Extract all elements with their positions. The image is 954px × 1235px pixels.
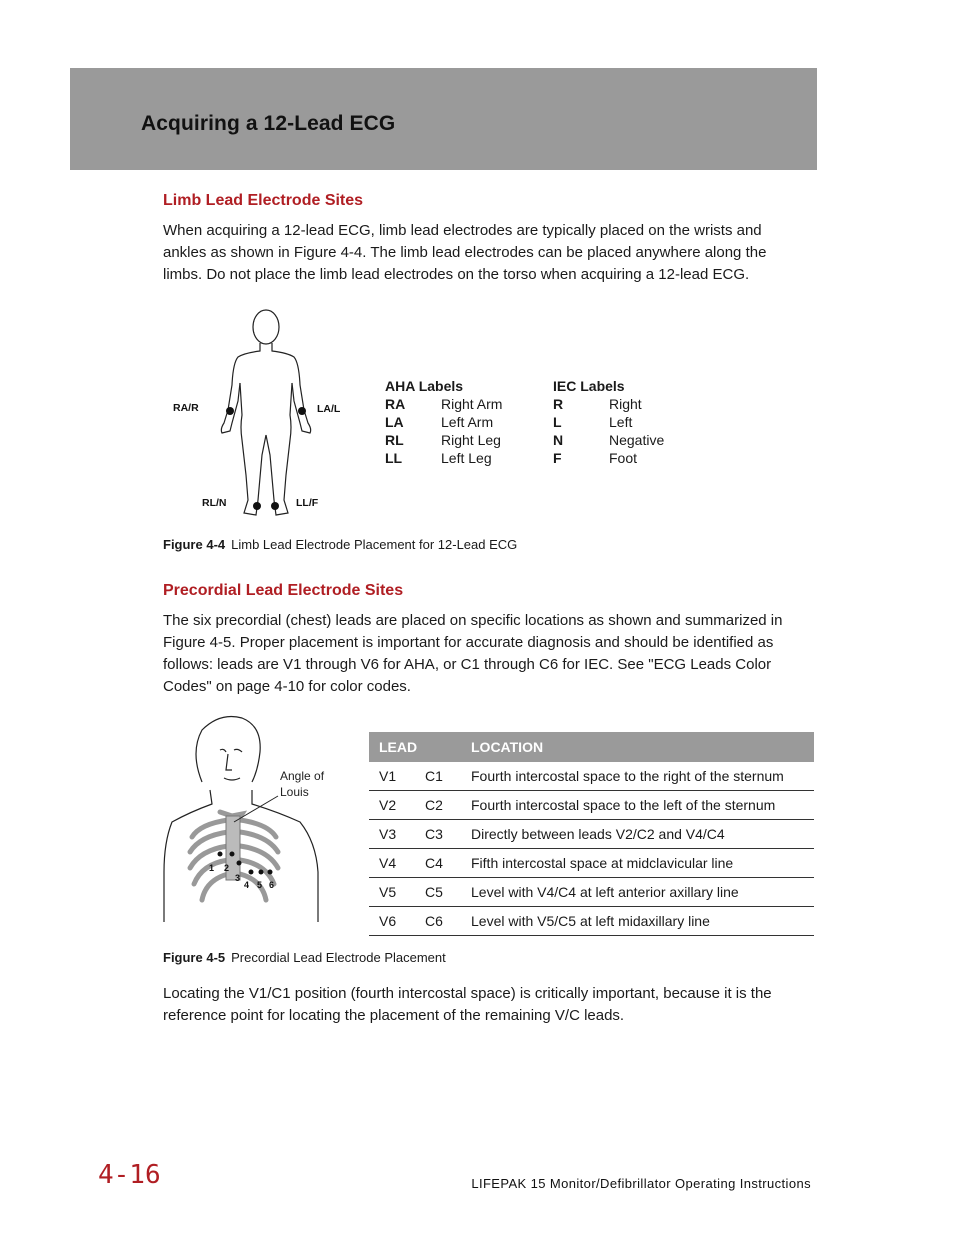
table-row: V6 C6 Level with V5/C5 at left midaxillary line <box>369 907 814 936</box>
chest-number-2: 2 <box>224 863 230 873</box>
electrode-ra <box>226 407 234 415</box>
label-rl: RL/N <box>202 497 227 509</box>
chest-number-4: 4 <box>244 880 250 890</box>
chest-electrode-5 <box>259 870 264 875</box>
iec-labels <box>553 377 664 467</box>
chest-number-6: 6 <box>269 880 275 890</box>
table-row: V5 C5 Level with V4/C4 at left anterior axillary line <box>369 878 814 907</box>
aha-row: RL Right Leg <box>385 432 501 448</box>
chest-electrode-3 <box>237 861 242 866</box>
electrode-rl <box>253 502 261 510</box>
figure-4-4-caption <box>163 537 517 552</box>
document-title: LIFEPAK 15 Monitor/Defibrillator Operating Instructions <box>471 1176 811 1191</box>
figure-4-5-number: Figure 4-5 <box>163 950 226 965</box>
limb-heading: Limb Lead Electrode Sites <box>163 192 364 209</box>
table-header-row <box>369 732 814 762</box>
chest-electrode-1 <box>218 852 223 857</box>
table-row: V4 C4 Fifth intercostal space at midclavicular line <box>369 849 814 878</box>
electrode-ll <box>271 502 279 510</box>
iec-row: L Left <box>553 414 633 430</box>
figure-4-4-text: Limb Lead Electrode Placement for 12-Lead ECG <box>231 537 518 552</box>
col-location-header: LOCATION <box>461 732 814 762</box>
angle-of-louis-label: Angle of Louis <box>280 769 325 799</box>
chest-electrode-6 <box>268 870 273 875</box>
label-la: LA/L <box>317 403 341 415</box>
figure-4-5-caption <box>163 950 446 965</box>
page-number: 4-16 <box>98 1160 161 1190</box>
col-lead-header: LEAD <box>369 732 461 762</box>
chest-number-1: 1 <box>209 863 215 873</box>
precordial-heading: Precordial Lead Electrode Sites <box>163 582 404 599</box>
chest-figure <box>160 712 330 927</box>
aha-labels <box>385 377 502 467</box>
iec-row: R Right <box>553 396 642 412</box>
chest-number-5: 5 <box>257 880 263 890</box>
table-row: V3 C3 Directly between leads V2/C2 and V4/C4 <box>369 820 814 849</box>
label-ll: LL/F <box>296 497 319 509</box>
electrode-la <box>298 407 306 415</box>
chest-number-3: 3 <box>235 873 241 883</box>
aha-row: LA Left Arm <box>385 414 494 430</box>
closing-paragraph: Locating the V1/C1 position (fourth intercostal space) is critically important, because it is the reference point for locating the placement of the remaining V/C leads. <box>163 985 772 1024</box>
limb-paragraph: When acquiring a 12-lead ECG, limb lead electrodes are typically placed on the wrists and ankles as shown in Figure 4-4. The limb lead electrodes can be placed anywhere along the limbs. Do not place the limb lead electrodes on the torso when acquiring a 12-lead ECG. <box>163 222 767 283</box>
section-title: Acquiring a 12-Lead ECG <box>141 112 396 135</box>
aha-header: AHA Labels <box>385 378 464 394</box>
section-banner <box>70 68 817 170</box>
precordial-paragraph: The six precordial (chest) leads are placed on specific locations as shown and summarized in Figure 4-5. Proper placement is important for accurate diagnosis and should be identified as follows: leads are V1 through V6 for AHA, or C1 through C6 for IEC. See "ECG Leads Color Codes" on page 4-10 for color codes. <box>163 612 783 695</box>
figure-4-4-number: Figure 4-4 <box>163 537 226 552</box>
table-row: V1 C1 Fourth intercostal space to the right of the sternum <box>369 762 814 791</box>
aha-row: LL Left Leg <box>385 450 492 466</box>
chest-electrode-4 <box>249 870 254 875</box>
aha-row: RA Right Arm <box>385 396 503 412</box>
iec-row: F Foot <box>553 450 638 466</box>
figure-4-5-text: Precordial Lead Electrode Placement <box>231 950 446 965</box>
table-row: V2 C2 Fourth intercostal space to the left of the sternum <box>369 791 814 820</box>
iec-row: N Negative <box>553 432 665 448</box>
iec-header: IEC Labels <box>553 378 625 394</box>
lead-location-table <box>369 732 814 936</box>
chest-electrode-2 <box>230 852 235 857</box>
label-ra: RA/R <box>173 402 199 414</box>
